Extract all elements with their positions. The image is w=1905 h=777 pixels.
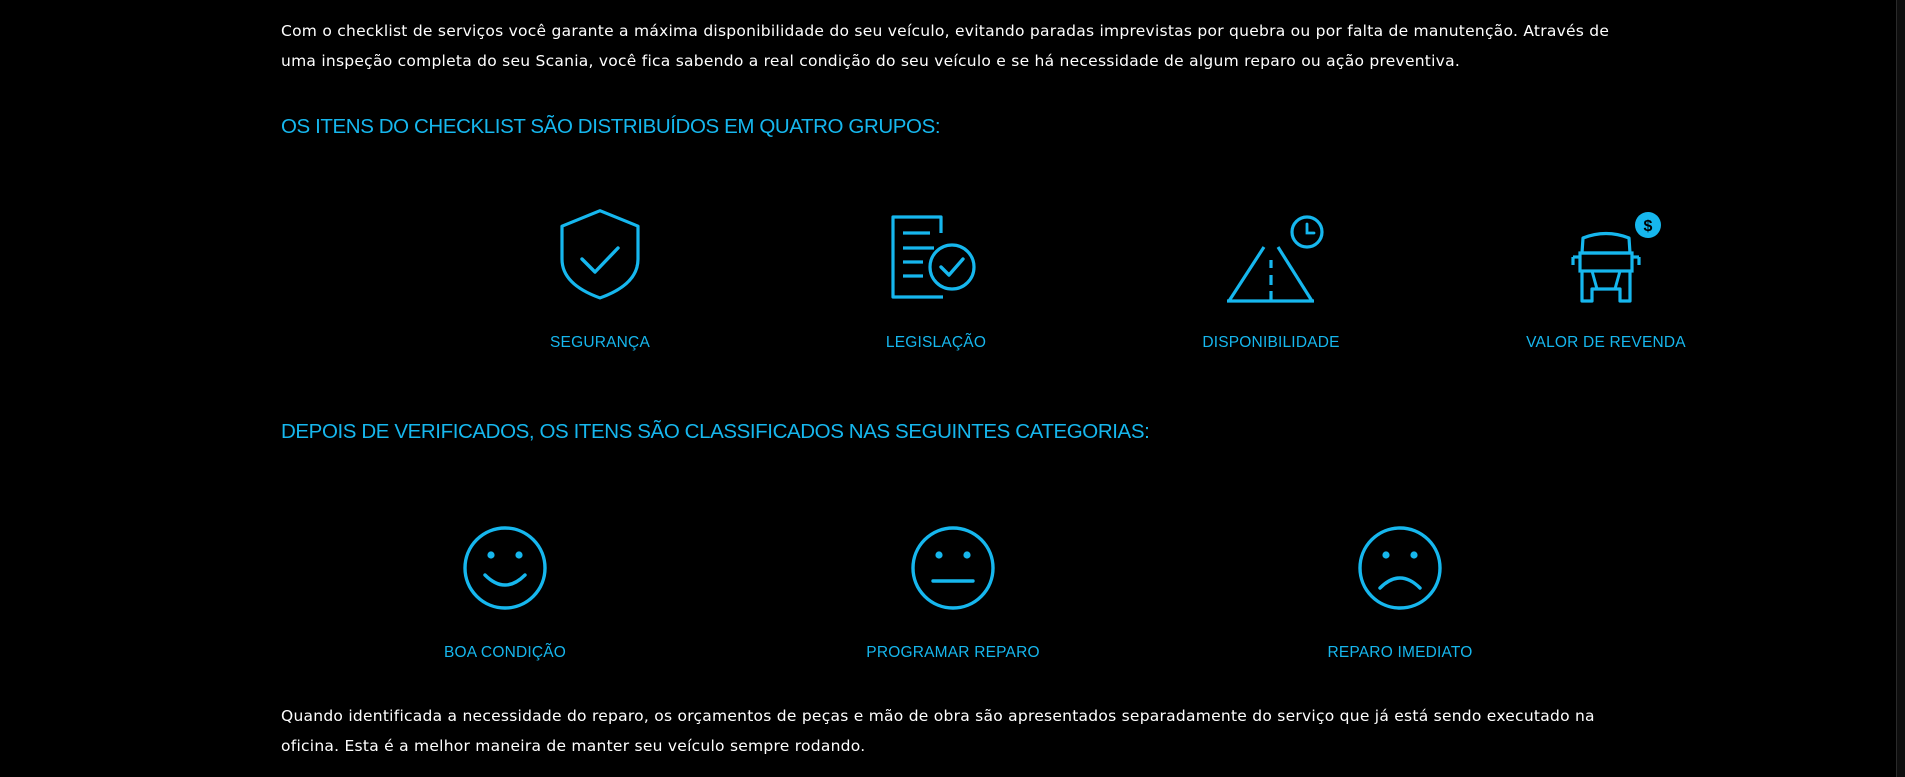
page-scrollbar-edge xyxy=(1896,0,1905,777)
group-label: DISPONIBILIDADE xyxy=(1202,334,1340,351)
group-label: LEGISLAÇÃO xyxy=(885,334,987,351)
group-label: VALOR DE REVENDA xyxy=(1526,334,1686,351)
road-clock-icon xyxy=(1141,205,1401,305)
group-disponibilidade xyxy=(1141,205,1401,352)
categories-heading: DEPOIS DE VERIFICADOS, OS ITENS SÃO CLASSIFICADOS NAS SEGUINTES CATEGORIAS: xyxy=(281,420,1150,443)
document-check-icon xyxy=(806,205,1066,305)
intro-line-2: uma inspeção completa do seu Scania, você fica sabendo a real condição do seu veículo e se há necessidade de algum reparo ou ação preventiva. xyxy=(281,52,1461,70)
group-label: SEGURANÇA xyxy=(550,334,650,351)
groups-heading: OS ITENS DO CHECKLIST SÃO DISTRIBUÍDOS EM QUATRO GRUPOS: xyxy=(281,115,941,138)
category-reparo-imediato xyxy=(1270,520,1530,662)
truck-dollar-icon xyxy=(1476,205,1736,305)
group-valor-de-revenda xyxy=(1476,205,1736,352)
category-label: PROGRAMAR REPARO xyxy=(866,644,1040,661)
category-programar-reparo xyxy=(823,520,1083,662)
group-legislacao xyxy=(806,205,1066,352)
group-seguranca xyxy=(470,205,730,352)
svg-text:$: $ xyxy=(1643,218,1653,235)
intro-paragraph xyxy=(281,16,1616,76)
outro-line-2: oficina. Esta é a melhor maneira de manter seu veículo sempre rodando. xyxy=(281,737,866,755)
outro-line-1: Quando identificada a necessidade do reparo, os orçamentos de peças e mão de obra são apresentados separadamente do serviço que já está sendo executado na xyxy=(281,707,1595,725)
category-label: REPARO IMEDIATO xyxy=(1327,644,1473,661)
shield-check-icon xyxy=(470,205,730,305)
intro-line-1: Com o checklist de serviços você garante a máxima disponibilidade do seu veículo, evitando paradas imprevistas por quebra ou por falta de manutenção. Através de xyxy=(281,22,1610,40)
sad-face-icon xyxy=(1270,520,1530,620)
smile-face-icon xyxy=(375,520,635,620)
category-boa-condicao xyxy=(375,520,635,662)
category-label: BOA CONDIÇÃO xyxy=(443,644,567,661)
neutral-face-icon xyxy=(823,520,1083,620)
outro-paragraph xyxy=(281,701,1616,761)
